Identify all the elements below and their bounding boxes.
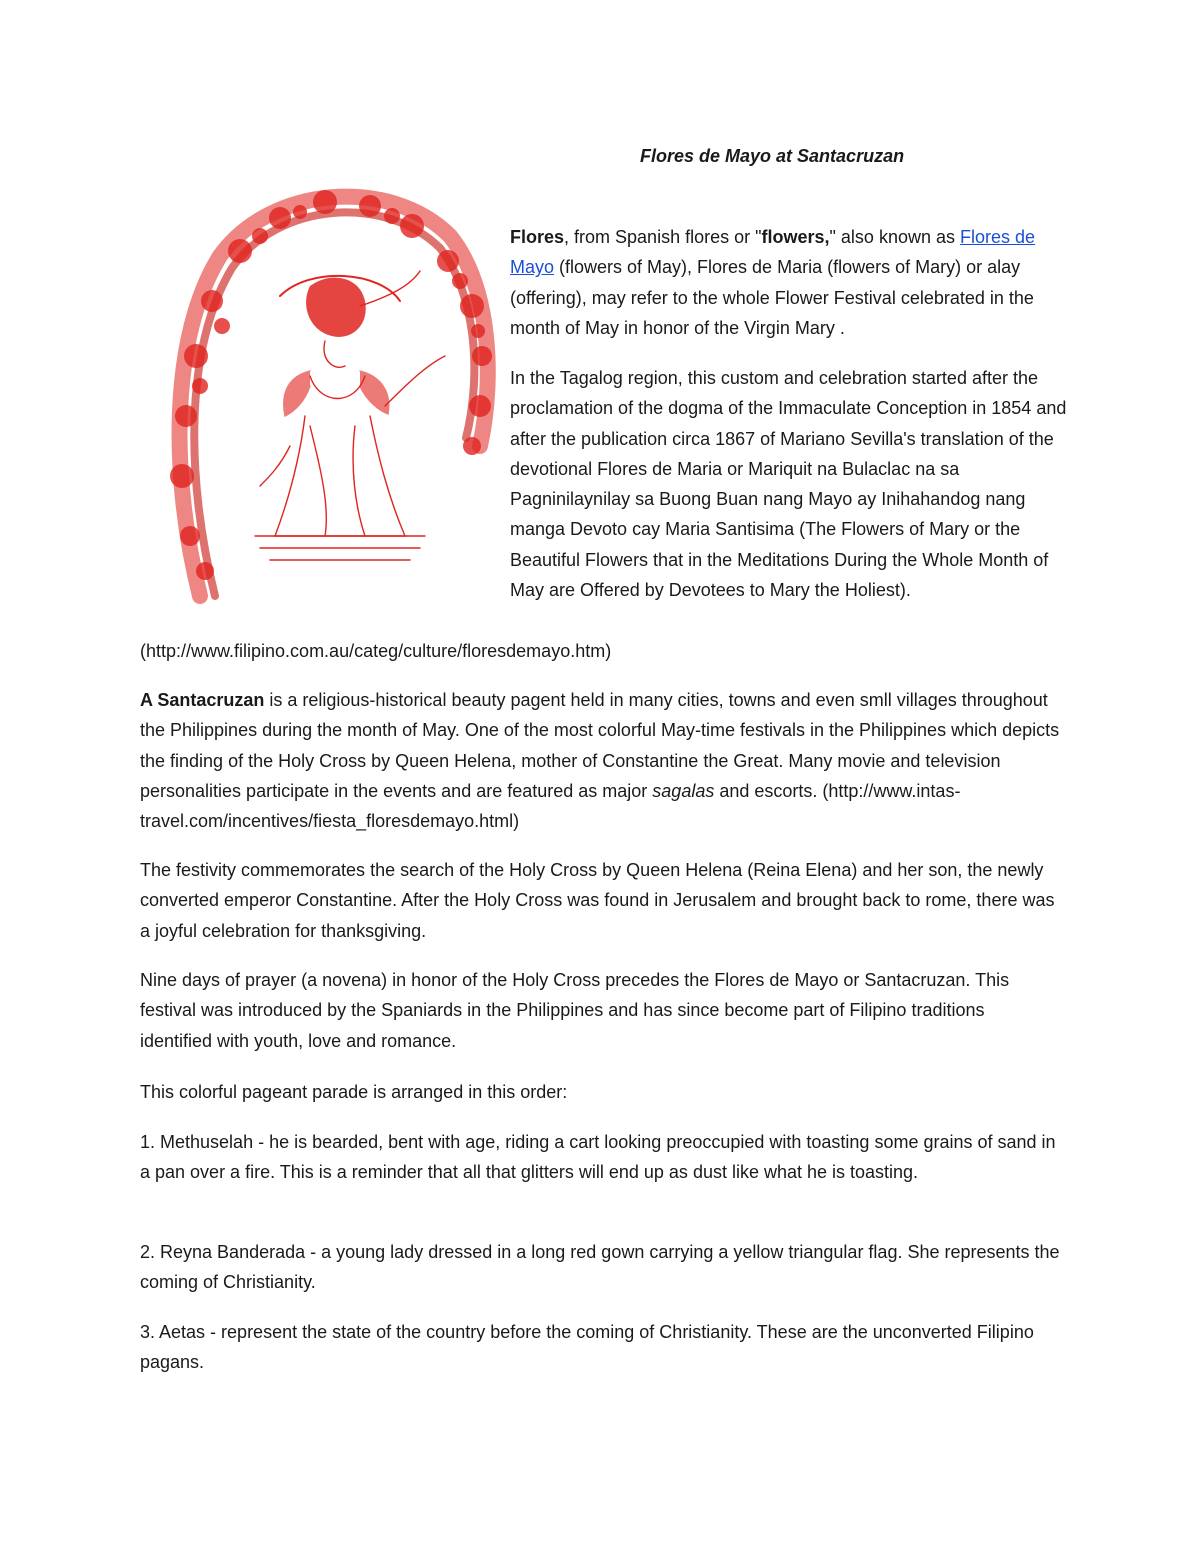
term-flores: Flores [510,227,565,247]
list-item-text: Methuselah - he is bearded, bent with age, riding a cart looking preoccupied with toasting some grains of sand in a pan over a fire. This is a reminder that all that glitters will end up as dust like what he is toasting. [140,1132,1056,1183]
list-item-text: Reyna Banderada - a young lady dressed in a long red gown carrying a yellow triangular flag. She represents the coming of Christianity. [140,1242,1060,1293]
santacruzan-text-a: is a religious-historical beauty pagent held in many cities, towns and even smll villages throughout the Philippines during the month of May. One of the most colorful May-time festivals in the Philippines which depicts the finding of the Holy Cross by Queen Helena, mother of Constantine the Great. Many movie and television personalities participate in the events and are featured as major [140,690,1060,801]
order-intro: This colorful pageant parade is arranged in this order: [140,1082,568,1102]
list-item-number: 3. [140,1322,156,1342]
list-item [140,1237,1060,1298]
flores-de-mayo-link[interactable]: Flores de Mayo [510,227,1036,278]
intro-paragraph [510,222,1070,343]
list-item-number: 1. [140,1132,156,1152]
term-sagalas: sagalas [652,780,715,801]
festivity-paragraph: The festivity commemorates the search of the Holy Cross by Queen Helena (Reina Elena) and her son, the newly converted emperor Constantine. After the Holy Cross was found in Jerusalem and brought back to rome, there was a joyful celebration for thanksgiving. [140,860,1055,941]
santacruzan-paragraph [140,685,1060,836]
intro-text-a: , from Spanish flores or " [564,227,762,247]
list-item-text: Aetas - represent the state of the country before the coming of Christianity. These are the unconverted Filipino pagans. [140,1322,1034,1373]
list-item [140,1317,1060,1378]
santacruzan-text-b: and escorts. (http://www.intas-travel.com/incentives/fiesta_floresdemayo.html) [140,780,961,832]
term-flowers: flowers, [761,227,830,247]
novena-paragraph: Nine days of prayer (a novena) in honor of the Holy Cross precedes the Flores de Mayo or Santacruzan. This festival was introduced by the Spaniards in the Philippines and has since become part of Filipino traditions identified with youth, love and romance. [140,970,1010,1051]
list-item-number: 2. [140,1242,156,1262]
intro-text-b: " also known as [829,227,960,247]
term-santacruzan: A Santacruzan [140,690,265,710]
intro-text-c: (flowers of May), Flores de Maria (flowers of Mary) or alay (offering), may refer to the whole Flower Festival celebrated in the month of May in honor of the Virgin Mary . [510,257,1034,338]
tagalog-paragraph: In the Tagalog region, this custom and celebration started after the proclamation of the dogma of the Immaculate Conception in 1854 and after the publication circa 1867 of Mariano Sevilla's translation of the devotional Flores de Maria or Mariquit na Bulaclac na sa Pagninilaynilay sa Buong Buan nang Mayo ay Inihahandog nang manga Devoto cay Maria Santisima (The Flowers of Mary or the Beautiful Flowers that in the Meditations During the Whole Month of May are Offered by Devotees to Mary the Holiest). [510,368,1067,601]
list-item [140,1127,1060,1188]
document-title: Flores de Mayo at Santacruzan [640,146,905,166]
source-url-1: (http://www.filipino.com.au/categ/culture/floresdemayo.htm) [140,641,612,661]
santacruzan-illustration [160,176,500,616]
